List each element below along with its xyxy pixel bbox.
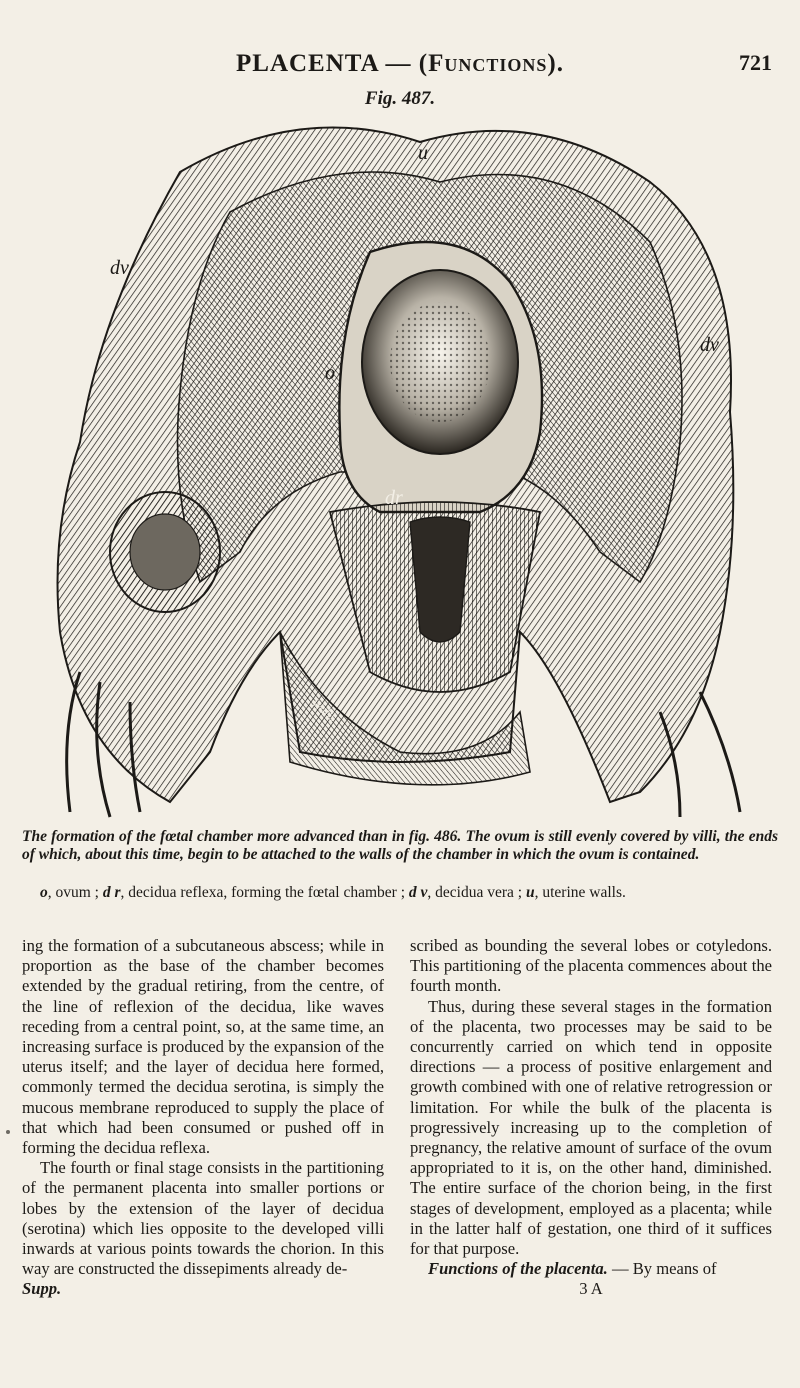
signature-supp: Supp. — [22, 1279, 62, 1299]
letter-o: o — [325, 362, 335, 384]
running-title-end: ). — [547, 50, 564, 77]
legend-o-desc: , ovum ; — [47, 884, 103, 901]
left-paragraph-2: The fourth or final stage consists in the partitioning of the permanent placenta into smaller portions or lobes by the extension of the layer of decidua (serotina) which lies opposite to the developed villi inwards at various points towards the chorion. In this way are constructed the dissepiments already de- — [22, 1158, 384, 1279]
right-paragraph-2: Thus, during these several stages in the formation of the placenta, two processes may be said to be concurrently carried on which tend in opposite directions — a process of positive enlargement and growth combined with one of relative retrogression or limitation. For while the bulk of the placenta is progressively increasing up to the completion of pregnancy, the relative amount of surface of the ovum appropriated to it is, on the other hand, diminished. The entire surface of the chorion being, in the first stages of development, employed as a placenta; while in the latter half of gestation, one third of it suffices for that purpose. — [410, 996, 772, 1259]
right-paragraph-3 — [410, 1259, 772, 1279]
signature-mark-line — [410, 1279, 772, 1299]
running-head — [0, 50, 800, 82]
legend-dr-desc: , decidua reflexa, forming the fœtal chamber ; — [120, 884, 409, 901]
figure-caption: The formation of the fœtal chamber more advanced than in fig. 486. The ovum is still evenly covered by villi, the ends of which, about this time, begin to be attached to the walls of the chamber in which the ovum is contained. — [22, 828, 778, 863]
letter-dv-left: dv — [110, 257, 129, 279]
running-title — [0, 50, 800, 78]
left-column — [22, 936, 384, 1300]
legend-dr: d r — [102, 884, 121, 901]
legend-o: o — [40, 884, 48, 901]
legend-dv: d v — [408, 884, 428, 901]
ovum-villi — [390, 302, 490, 422]
functions-text: — By means of — [607, 1259, 717, 1279]
page-number: 721 — [739, 50, 772, 75]
right-column — [410, 936, 772, 1300]
figure-label: Fig. 487. — [364, 88, 436, 109]
functions-heading: Functions of the placenta. — [428, 1259, 608, 1279]
running-title-main: PLACENTA — ( — [236, 50, 429, 77]
right-paragraph-1: scribed as bounding the several lobes or cotyledons. This partitioning of the placenta commences about the fourth month. — [410, 936, 772, 996]
cervical-canal — [410, 517, 470, 642]
figure-legend — [22, 884, 782, 902]
legend-u-desc: , uterine walls. — [534, 884, 626, 901]
left-paragraph-1: ing the formation of a subcutaneous abscess; while in proportion as the base of the chamber becomes extended by the gradual retiring, from the centre, of the line of reflexion of the decidua, like waves receding from a central point, so, at the same time, an increasing surface is produced by the expansion of the uterus itself; and the layer of decidua here formed, commonly termed the decidua serotina, is simply the mucous membrane reproduced to supply the place of that which had been consumed or pushed off in forming the decidua reflexa. — [22, 936, 384, 1158]
letter-dv-right: dv — [700, 334, 719, 356]
legend-u: u — [525, 884, 535, 901]
anatomical-illustration — [40, 112, 760, 822]
margin-mark — [6, 1130, 10, 1134]
left-ovary-core — [130, 514, 200, 590]
legend-dv-desc: , decidua vera ; — [427, 884, 526, 901]
letter-dr: dr — [385, 487, 403, 509]
signature-mark: 3 A — [579, 1279, 603, 1299]
letter-u: u — [418, 142, 428, 164]
label-walls: Walls — [308, 694, 341, 725]
engraving-svg — [40, 112, 760, 822]
running-title-subtitle: Functions — [428, 50, 548, 77]
